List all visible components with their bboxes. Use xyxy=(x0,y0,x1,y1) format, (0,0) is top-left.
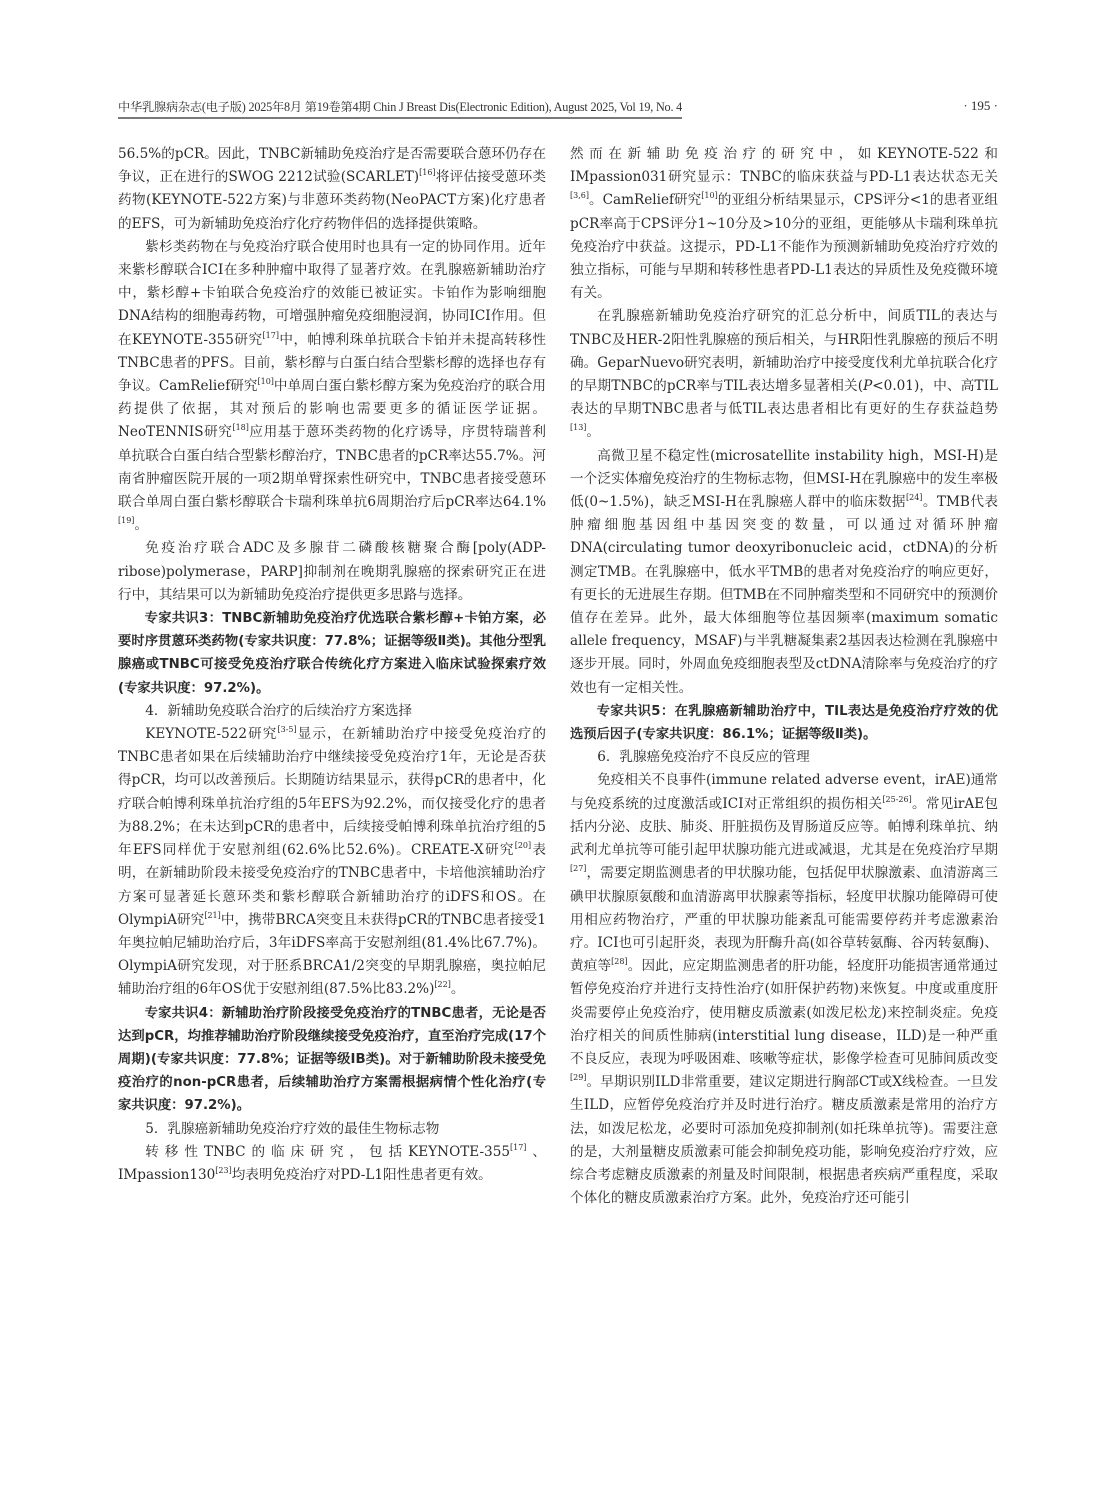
text: KEYNOTE-522研究 xyxy=(145,726,278,743)
citation[interactable]: [10] xyxy=(701,191,718,201)
paragraph xyxy=(570,143,998,305)
text: <0.01)，中、高TIL表达的早期TNBC患者与低TIL表达患者相比有更好的生存获益趋势 xyxy=(570,378,998,418)
text: 高微卫星不稳定性(microsatellite instability high，MSI-H)是一个泛实体瘤免疫治疗的生物标志物，但MSI-H在乳腺癌中的发生率极低(0~1.5%)，缺乏MSI-H在乳腺癌人群中的临床数据 xyxy=(570,447,998,511)
text: 。CamRelief研究 xyxy=(588,192,702,209)
citation[interactable]: [17] xyxy=(510,1142,527,1152)
left-column xyxy=(118,143,546,1187)
p-value-symbol: P xyxy=(863,378,873,395)
paragraph xyxy=(570,305,998,444)
page-number: · 195 · xyxy=(963,98,998,113)
text: 中，携带BRCA突变且未获得pCR的TNBC患者接受1年奥拉帕尼辅助治疗后，3年iDFS率高于安慰剂组(81.4%比67.7%)。OlympiA研究发现，对于胚系BRCA1/2突变的早期乳腺癌，奥拉帕尼辅助治疗组的6年OS优于安慰剂组(87.5%比83.2%) xyxy=(118,911,546,998)
paragraph xyxy=(118,1141,546,1187)
running-header xyxy=(118,98,998,120)
citation[interactable]: [10] xyxy=(257,377,274,387)
text: 紫杉类药物在与免疫治疗联合使用时也具有一定的协同作用。近年来紫杉醇联合ICI在多种肿瘤中取得了显著疗效。在乳腺癌新辅助治疗中，紫杉醇+卡铂联合免疫治疗的效能已被证实。卡铂作为影响细胞DNA结构的细胞毒药物，可增强肿瘤免疫细胞浸润，协同ICI作用。但在KEYNOTE-355研究 xyxy=(118,238,546,348)
citation[interactable]: [19] xyxy=(118,516,135,526)
text: 应用基于蒽环类药物的化疗诱导，序贯特瑞普利单抗联合白蛋白结合型紫杉醇治疗，TNBC患者的pCR率达55.7%。河南省肿瘤医院开展的一项2期单臂探索性研究中，TNBC患者接受蒽环联合单周白蛋白紫杉醇联合卡瑞利珠单抗6周期治疗后pCR率达64.1% xyxy=(118,424,547,511)
paragraph xyxy=(570,445,998,700)
text: 。常见irAE包括内分泌、皮肤、肺炎、肝脏损伤及胃肠道反应等。帕博利珠单抗、纳武利尤单抗等可能引起甲状腺功能亢进或减退，尤其是在免疫治疗早期 xyxy=(570,795,998,859)
text: 。因此，应定期监测患者的肝功能，轻度肝功能损害通常通过暂停免疫治疗并进行支持性治疗(如肝保护药物)来恢复。中度或重度肝炎需要停止免疫治疗，使用糖皮质激素(如泼尼松龙)来控制炎症。免疫治疗相关的间质性肺病(interstitial lung disease，ILD)是一种严重不良反应，表现为呼吸困难、咳嗽等症状，影像学检查可见肺间质改变 xyxy=(570,958,999,1067)
citation[interactable]: [27] xyxy=(570,864,587,874)
text: 。 xyxy=(450,981,465,998)
citation[interactable]: [29] xyxy=(570,1073,587,1083)
right-column xyxy=(570,143,998,1210)
text: 。TMB代表肿瘤细胞基因组中基因突变的数量，可以通过对循环肿瘤DNA(circulating tumor deoxyribonucleic acid，ctDNA)的分析测定TMB。在乳腺癌中，低水平TMB的患者对免疫治疗的响应更好，有更长的无进展生存期。但TMB在不同肿瘤类型和不同研究中的预测价值存在差异。此外，最大体细胞等位基因频率(maximum somatic allele frequency，MSAF)与半乳糖凝集素2基因表达检测在乳腺癌中逐步开展。同时，外周血免疫细胞表型及ctDNA清除率与免疫治疗的疗效也有一定相关性。 xyxy=(570,494,998,696)
text: 56.5%的pCR。因此，TNBC新辅助免疫治疗是否需要联合蒽环仍存在争议，正在进行的SWOG 2212试验(SCARLET) xyxy=(118,146,546,186)
text: 转移性TNBC的临床研究，包括KEYNOTE-355 xyxy=(145,1143,510,1160)
text: 将评估接受蒽环类药物(KEYNOTE-522方案)与非蒽环类药物(NeoPACT方案)化疗患者的EFS，可为新辅助免疫治疗化疗药物伴侣的选择提供策略。 xyxy=(118,169,546,232)
text: 在乳腺癌新辅助免疫治疗研究的汇总分析中，间质TIL的表达与TNBC及HER-2阳性乳腺癌的预后相关，与HR阳性乳腺癌的预后不明确。GeparNuevo研究表明，新辅助治疗中接受度伐利尤单抗联合化疗的早期TNBC的pCR率与TIL表达增多显著相关( xyxy=(570,308,998,395)
expert-consensus-3: 专家共识3：TNBC新辅助免疫治疗优选联合紫杉醇+卡铂方案，必要时序贯蒽环类药物(专家共识度：77.8%；证据等级Ⅱ类)。其他分型乳腺癌或TNBC可接受免疫治疗联合传统化疗方案进入临床试验探索疗效(专家共识度：97.2%)。 xyxy=(118,611,546,696)
text: 。 xyxy=(134,517,149,534)
text: 的亚组分析结果显示，CPS评分<1的患者亚组pCR率高于CPS评分1~10分及>10分的亚组，更能够从卡瑞利珠单抗免疫治疗中获益。这提示，PD-L1不能作为预测新辅助免疫治疗疗效的独立指标，可能与早期和转移性患者PD-L1表达的异质性及免疫微环境有关。 xyxy=(570,192,998,302)
text: 然而在新辅助免疫治疗的研究中，如KEYNOTE-522和IMpassion031研究显示：TNBC的临床获益与PD-L1表达状态无关 xyxy=(570,146,998,186)
expert-consensus-5: 专家共识5：在乳腺癌新辅助治疗中，TIL表达是免疫治疗疗效的优选预后因子(专家共识度：86.1%；证据等级Ⅱ类)。 xyxy=(570,703,998,743)
section-heading-6: 6．乳腺癌免疫治疗不良反应的管理 xyxy=(597,749,810,766)
paragraph: 免疫治疗联合ADC及多腺苷二磷酸核糖聚合酶[poly(ADP-ribose)polymerase，PARP]抑制剂在晚期乳腺癌的探索研究正在进行中，其结果可以为新辅助免疫治疗提供更多思路与选择。 xyxy=(118,540,546,603)
citation[interactable]: [20] xyxy=(514,841,532,851)
text: 均表明免疫治疗对PD-L1阳性患者更有效。 xyxy=(231,1166,492,1183)
citation[interactable]: [16] xyxy=(419,168,436,178)
citation[interactable]: [18] xyxy=(232,423,249,433)
section-heading-5: 5．乳腺癌新辅助免疫治疗疗效的最佳生物标志物 xyxy=(145,1120,440,1137)
text: 表明，在新辅助阶段未接受免疫治疗的TNBC患者中，卡培他滨辅助治疗方案可显著延长蒽环类和紫杉醇联合新辅助治疗的iDFS和OS。在OlympiA研究 xyxy=(118,842,546,928)
text: 。 xyxy=(586,424,601,441)
journal-running-title: 中华乳腺病杂志(电子版) 2025年8月 第19卷第4期 Chin J Breast Dis(Electronic Edition), August 2025, Vol 19, No. 4 xyxy=(118,98,682,119)
text: 中，帕博利珠单抗联合卡铂并未提高转移性TNBC患者的PFS。目前，紫杉醇与白蛋白结合型紫杉醇的选择也存有争议。CamRelief研究 xyxy=(118,331,547,395)
citation[interactable]: [3,6] xyxy=(570,191,589,201)
citation[interactable]: [3-5] xyxy=(277,725,297,735)
text: 、IMpassion130 xyxy=(118,1143,546,1183)
citation[interactable]: [13] xyxy=(570,423,587,433)
text: ，需要定期监测患者的甲状腺功能，包括促甲状腺激素、血清游离三碘甲状腺原氨酸和血清游离甲状腺素等指标，轻度甲状腺功能障碍可使用相应药物治疗，严重的甲状腺功能紊乱可能需要停药并考虑激素治疗。ICI也可引起肝炎，表现为肝酶升高(如谷草转氨酶、谷丙转氨酶)、黄疸等 xyxy=(570,865,998,975)
paragraph xyxy=(118,143,546,236)
paragraph xyxy=(570,769,998,1210)
citation[interactable]: [28] xyxy=(611,957,628,967)
citation[interactable]: [25-26] xyxy=(882,794,912,804)
paragraph xyxy=(118,236,546,538)
citation[interactable]: [24] xyxy=(905,493,923,503)
expert-consensus-4: 专家共识4：新辅助治疗阶段接受免疫治疗的TNBC患者，无论是否达到pCR，均推荐辅助治疗阶段继续接受免疫治疗，直至治疗完成(17个周期)(专家共识度：77.8%；证据等级ⅠB类)。对于新辅助阶段未接受免疫治疗的non-pCR患者，后续辅助治疗方案需根据病情个性化治疗(专家共识度：97.2%)。 xyxy=(118,1005,546,1114)
text: 免疫相关不良事件(immune related adverse event，irAE)通常与免疫系统的过度激活或ICI对正常组织的损伤相关 xyxy=(570,772,998,812)
text: 显示，在新辅助治疗中接受免疫治疗的TNBC患者如果在后续辅助治疗中继续接受免疫治疗1年，无论是否获得pCR，均可以改善预后。长期随访结果显示，获得pCR的患者中，化疗联合帕博利珠单抗治疗组的5年EFS为92.2%，而仅接受化疗的患者为88.2%；在未达到pCR的患者中，后续接受帕博利珠单抗治疗组的5年EFS同样优于安慰剂组(62.6%比52.6%)。CREATE-X研究 xyxy=(118,726,547,859)
citation[interactable]: [17] xyxy=(262,330,279,340)
citation[interactable]: [22] xyxy=(434,980,451,990)
citation[interactable]: [23] xyxy=(215,1165,232,1175)
text: 。早期识别ILD非常重要，建议定期进行胸部CT或X线检查。一旦发生ILD，应暂停免疫治疗并及时进行治疗。糖皮质激素是常用的治疗方法，如泼尼松龙，必要时可添加免疫抑制剂(如托珠单抗等)。需要注意的是，大剂量糖皮质激素可能会抑制免疫功能，影响免疫治疗疗效，应综合考虑糖皮质激素的剂量及时间限制，根据患者疾病严重程度，采取个体化的糖皮质激素治疗方案。此外，免疫治疗还可能引 xyxy=(570,1074,998,1207)
section-heading-4: 4．新辅助免疫联合治疗的后续治疗方案选择 xyxy=(145,702,413,719)
text: 中单周白蛋白紫杉醇方案为免疫治疗的联合用药提供了依据，其对预后的影响也需要更多的循证医学证据。NeoTENNIS研究 xyxy=(118,378,546,441)
citation[interactable]: [21] xyxy=(204,910,221,920)
paragraph xyxy=(118,723,546,1001)
